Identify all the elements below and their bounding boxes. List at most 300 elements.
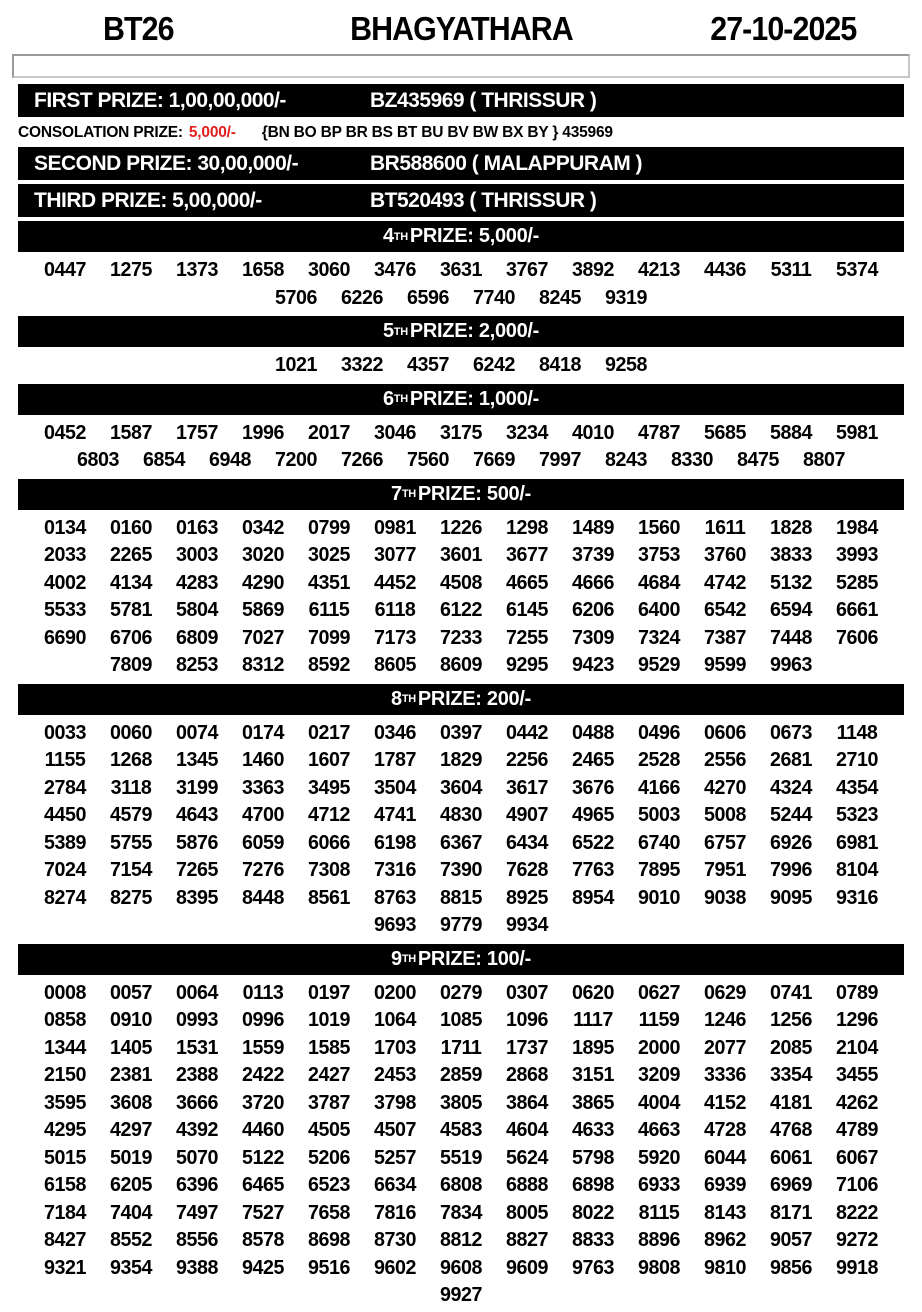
winning-number: 0346 [374, 720, 416, 744]
winning-number: 3608 [110, 1090, 152, 1114]
winning-number: 1117 [573, 1008, 613, 1031]
winning-number: 0910 [110, 1008, 152, 1031]
prize-ordinal: 5 [382, 320, 394, 342]
draw-code: BT26 [103, 10, 174, 47]
winning-number: 6757 [704, 830, 746, 854]
winning-number: 4684 [638, 570, 680, 594]
winning-number: 0447 [44, 258, 86, 281]
winning-number: 8115 [638, 1200, 680, 1224]
winning-number: 6888 [506, 1173, 548, 1196]
winning-number: 9529 [638, 653, 680, 676]
winning-number: 9693 [374, 913, 416, 936]
winning-number: 8275 [110, 885, 152, 909]
winning-number: 0057 [110, 980, 152, 1004]
winning-number: 9316 [836, 885, 878, 909]
winning-number: 3060 [308, 258, 350, 281]
winning-number: 3787 [308, 1090, 350, 1114]
winning-number: 5781 [110, 598, 152, 621]
winning-number: 2556 [704, 748, 746, 771]
winning-number: 8243 [605, 448, 647, 471]
winning-number: 8698 [308, 1228, 350, 1251]
winning-number: 8561 [308, 885, 350, 909]
winning-number: 0060 [110, 720, 152, 744]
winning-number: 5876 [176, 830, 218, 854]
winning-number: 4213 [638, 258, 680, 281]
winning-number: 0996 [242, 1008, 284, 1031]
winning-number: 6523 [308, 1173, 350, 1196]
winning-number: 4604 [506, 1118, 548, 1141]
winning-number: 3601 [440, 543, 482, 566]
winning-number: 4392 [176, 1118, 218, 1141]
winning-number: 8827 [506, 1228, 548, 1251]
winning-number: 1298 [506, 515, 548, 539]
prize-numbers-grid [0, 717, 922, 942]
winning-number: 5122 [242, 1145, 284, 1169]
winning-number: 0174 [242, 720, 284, 744]
prize-ordinal: 9 [390, 947, 402, 970]
winning-number: 6939 [704, 1173, 746, 1196]
winning-number: 6854 [143, 448, 185, 471]
winning-number: 4351 [308, 570, 350, 594]
winning-number: 5624 [506, 1145, 548, 1169]
winning-number: 8552 [110, 1228, 152, 1251]
winning-number: 7184 [44, 1200, 86, 1224]
winning-number: 3209 [638, 1063, 680, 1086]
prize-ordinal: 4 [382, 225, 394, 247]
winning-number: 6809 [176, 625, 218, 649]
winning-number: 9856 [770, 1255, 812, 1279]
winning-number: 3175 [440, 420, 482, 444]
winning-number: 1096 [506, 1008, 548, 1031]
winning-number: 3631 [440, 258, 482, 281]
winning-number: 4452 [374, 570, 416, 594]
winning-number: 3455 [836, 1063, 878, 1086]
winning-number: 7316 [374, 858, 416, 881]
winning-number: 8812 [440, 1228, 482, 1251]
winning-number: 6740 [638, 830, 680, 854]
winning-number: 5920 [638, 1145, 680, 1169]
winning-number: 4450 [44, 803, 86, 826]
winning-number: 1984 [836, 515, 878, 539]
winning-number: 0163 [176, 515, 218, 539]
winning-number: 5374 [836, 258, 878, 281]
title-row [0, 6, 922, 54]
winning-number: 4283 [176, 570, 218, 594]
winning-number: 0160 [110, 515, 152, 539]
winning-number: 6542 [704, 598, 746, 621]
winning-number: 0741 [770, 980, 812, 1004]
prize-section-header: 9 TH PRIZE: 100/- [18, 944, 904, 975]
winning-number: 6367 [440, 830, 482, 854]
winning-number: 7816 [374, 1200, 416, 1224]
winning-number: 6808 [440, 1173, 482, 1196]
winning-number: 9808 [638, 1255, 680, 1279]
winning-number: 7669 [473, 448, 515, 471]
winning-number: 5755 [110, 830, 152, 854]
third-prize-bar [18, 184, 904, 217]
winning-number: 3798 [374, 1090, 416, 1114]
winning-number: 1159 [638, 1008, 680, 1031]
prize-section-header: 4 TH PRIZE: 5,000/- [18, 221, 904, 252]
winning-number: 1489 [572, 515, 614, 539]
first-prize-winner: BZ435969 ( THRISSUR ) [370, 88, 597, 112]
winning-number: 0799 [308, 515, 350, 539]
winning-number: 4663 [638, 1118, 680, 1141]
winning-number: 4270 [704, 775, 746, 799]
winning-number: 1829 [440, 748, 482, 771]
winning-number: 6059 [242, 830, 284, 854]
winning-number: 8022 [572, 1200, 614, 1224]
winning-number: 7200 [275, 448, 317, 471]
winning-number: 4768 [770, 1118, 812, 1141]
winning-number: 6206 [572, 598, 614, 621]
winning-number: 8833 [572, 1228, 614, 1251]
winning-number: 3676 [572, 775, 614, 799]
winning-number: 0858 [44, 1008, 86, 1031]
winning-number: 1787 [374, 748, 416, 771]
winning-number: 3495 [308, 775, 350, 799]
winning-number: 3805 [440, 1090, 482, 1114]
winning-number: 5311 [770, 258, 812, 281]
winning-number: 3864 [506, 1090, 548, 1114]
winning-number: 8730 [374, 1228, 416, 1251]
winning-number: 8609 [440, 653, 482, 676]
winning-number: 7606 [836, 625, 878, 649]
winning-number: 4354 [836, 775, 878, 799]
winning-number: 1226 [440, 515, 482, 539]
winning-number: 0981 [374, 515, 416, 539]
winning-number: 7834 [440, 1200, 482, 1224]
winning-number: 2381 [110, 1063, 152, 1086]
winning-number: 8253 [176, 653, 218, 676]
prize-section-header: 6 TH PRIZE: 1,000/- [18, 384, 904, 415]
winning-number: 6396 [176, 1173, 218, 1196]
winning-number: 5981 [836, 420, 878, 444]
prize-amount-label: PRIZE: 5,000/- [409, 225, 540, 247]
winning-number: 8962 [704, 1228, 746, 1251]
winning-number: 8312 [242, 653, 284, 676]
winning-number: 6066 [308, 830, 350, 854]
winning-number: 3199 [176, 775, 218, 799]
winning-number: 6522 [572, 830, 614, 854]
winning-number: 4152 [704, 1090, 746, 1114]
prize-numbers-grid [0, 254, 922, 314]
third-prize-label: THIRD PRIZE: 5,00,000/- [34, 188, 262, 212]
winning-number: 3003 [176, 543, 218, 566]
winning-number: 1296 [836, 1008, 878, 1031]
winning-number: 9095 [770, 885, 812, 909]
winning-number: 1021 [275, 353, 317, 376]
winning-number: 4181 [770, 1090, 812, 1114]
winning-number: 6400 [638, 598, 680, 621]
winning-number: 3046 [374, 420, 416, 444]
winning-number: 3753 [638, 543, 680, 566]
winning-number: 6115 [308, 598, 350, 621]
winning-number: 0488 [572, 720, 614, 744]
winning-number: 3118 [110, 775, 152, 799]
winning-number: 2388 [176, 1063, 218, 1086]
winning-number: 1344 [44, 1035, 86, 1059]
winning-number: 5206 [308, 1145, 350, 1169]
winning-number: 9963 [770, 653, 812, 676]
winning-number: 2859 [440, 1063, 482, 1086]
winning-number: 6690 [44, 625, 86, 649]
winning-number: 4460 [242, 1118, 284, 1141]
winning-number: 0134 [44, 515, 86, 539]
winning-number: 8815 [440, 885, 482, 909]
winning-number: 3151 [572, 1063, 614, 1086]
winning-number: 0197 [308, 980, 350, 1004]
winning-number: 7024 [44, 858, 86, 881]
winning-number: 8925 [506, 885, 548, 909]
winning-number: 4965 [572, 803, 614, 826]
winning-number: 3617 [506, 775, 548, 799]
winning-number: 0342 [242, 515, 284, 539]
winning-number: 2256 [506, 748, 548, 771]
winning-number: 1373 [176, 258, 218, 281]
winning-number: 5804 [176, 598, 218, 621]
winning-number: 0442 [506, 720, 548, 744]
winning-number: 7951 [704, 858, 746, 881]
winning-number: 5008 [704, 803, 746, 826]
winning-number: 3739 [572, 543, 614, 566]
winning-number: 7265 [176, 858, 218, 881]
winning-number: 2868 [506, 1063, 548, 1086]
winning-number: 8222 [836, 1200, 878, 1224]
winning-number: 9599 [704, 653, 746, 676]
winning-number: 1703 [374, 1035, 416, 1059]
winning-number: 3077 [374, 543, 416, 566]
winning-number: 9602 [374, 1255, 416, 1279]
winning-number: 1064 [374, 1008, 416, 1031]
winning-number: 6898 [572, 1173, 614, 1196]
first-prize-label: FIRST PRIZE: 1,00,00,000/- [34, 88, 286, 112]
winning-number: 7390 [440, 858, 482, 881]
winning-number: 5519 [440, 1145, 482, 1169]
second-prize-bar [18, 147, 904, 180]
winning-number: 2681 [770, 748, 812, 771]
winning-number: 8395 [176, 885, 218, 909]
prize-amount-label: PRIZE: 100/- [417, 947, 531, 970]
winning-number: 5685 [704, 420, 746, 444]
winning-number: 4665 [506, 570, 548, 594]
winning-number: 4357 [407, 353, 449, 376]
winning-number: 2085 [770, 1035, 812, 1059]
winning-number: 6205 [110, 1173, 152, 1196]
winning-number: 0113 [242, 980, 284, 1004]
winning-number: 2150 [44, 1063, 86, 1086]
winning-number: 5015 [44, 1145, 86, 1169]
winning-number: 7106 [836, 1173, 878, 1196]
winning-number: 7527 [242, 1200, 284, 1224]
winning-number: 0993 [176, 1008, 218, 1031]
winning-number: 1405 [110, 1035, 152, 1059]
winning-number: 8427 [44, 1228, 86, 1251]
winning-number: 7997 [539, 448, 581, 471]
prize-numbers-grid [0, 349, 922, 382]
winning-number: 5070 [176, 1145, 218, 1169]
winning-number: 6661 [836, 598, 878, 621]
winning-number: 9810 [704, 1255, 746, 1279]
prize-sections [0, 221, 922, 1312]
winning-number: 6061 [770, 1145, 812, 1169]
consolation-label: CONSOLATION PRIZE: [18, 124, 183, 141]
winning-number: 4290 [242, 570, 284, 594]
winning-number: 9038 [704, 885, 746, 909]
winning-number: 7255 [506, 625, 548, 649]
winning-number: 5798 [572, 1145, 614, 1169]
winning-number: 8143 [704, 1200, 746, 1224]
winning-number: 6933 [638, 1173, 680, 1196]
winning-number: 4508 [440, 570, 482, 594]
winning-number: 2422 [242, 1063, 284, 1086]
winning-number: 9609 [506, 1255, 548, 1279]
winning-number: 9319 [605, 285, 647, 309]
winning-number: 2465 [572, 748, 614, 771]
winning-number: 6596 [407, 285, 449, 309]
winning-number: 1560 [638, 515, 680, 539]
winning-number: 4505 [308, 1118, 350, 1141]
winning-number: 9934 [506, 913, 548, 936]
winning-number: 8475 [737, 448, 779, 471]
winning-number: 3025 [308, 543, 350, 566]
winning-number: 3767 [506, 258, 548, 281]
winning-number: 8578 [242, 1228, 284, 1251]
winning-number: 4297 [110, 1118, 152, 1141]
winning-number: 8005 [506, 1200, 548, 1224]
winning-number: 4436 [704, 258, 746, 281]
winning-number: 9918 [836, 1255, 878, 1279]
winning-number: 3993 [836, 543, 878, 566]
winning-number: 8171 [770, 1200, 812, 1224]
winning-number: 1085 [440, 1008, 482, 1031]
winning-number: 0200 [374, 980, 416, 1004]
winning-number: 0307 [506, 980, 548, 1004]
winning-number: 4712 [308, 803, 350, 826]
winning-number: 7276 [242, 858, 284, 881]
winning-number: 2104 [836, 1035, 878, 1059]
winning-number: 2784 [44, 775, 86, 799]
winning-number: 0496 [638, 720, 680, 744]
winning-number: 7309 [572, 625, 614, 649]
winning-number: 0217 [308, 720, 350, 744]
winning-number: 4789 [836, 1118, 878, 1141]
winning-number: 8605 [374, 653, 416, 676]
winning-number: 1658 [242, 258, 284, 281]
winning-number: 5706 [275, 285, 317, 309]
winning-number: 4134 [110, 570, 152, 594]
winning-number: 8954 [572, 885, 614, 909]
winning-number: 4666 [572, 570, 614, 594]
winning-number: 6948 [209, 448, 251, 471]
winning-number: 1268 [110, 748, 152, 771]
winning-number: 6926 [770, 830, 812, 854]
winning-number: 6067 [836, 1145, 878, 1169]
winning-number: 8556 [176, 1228, 218, 1251]
winning-number: 7448 [770, 625, 812, 649]
winning-number: 7387 [704, 625, 746, 649]
winning-number: 8245 [539, 285, 581, 309]
winning-number: 7628 [506, 858, 548, 881]
winning-number: 1155 [44, 748, 86, 771]
winning-number: 4507 [374, 1118, 416, 1141]
winning-number: 0033 [44, 720, 86, 744]
winning-number: 7324 [638, 625, 680, 649]
winning-number: 1246 [704, 1008, 746, 1031]
winning-number: 8592 [308, 653, 350, 676]
winning-number: 3666 [176, 1090, 218, 1114]
winning-number: 8807 [803, 448, 845, 471]
consolation-series: {BN BO BP BR BS BT BU BV BW BX BY } 435969 [261, 124, 613, 141]
winning-number: 7996 [770, 858, 812, 881]
winning-number: 1587 [110, 420, 152, 444]
winning-number: 6706 [110, 625, 152, 649]
second-prize-label: SECOND PRIZE: 30,00,000/- [34, 151, 299, 175]
winning-number: 3336 [704, 1063, 746, 1086]
winning-number: 4830 [440, 803, 482, 826]
winning-number: 7266 [341, 448, 383, 471]
winning-number: 9295 [506, 653, 548, 676]
winning-number: 9010 [638, 885, 680, 909]
winning-number: 4010 [572, 420, 614, 444]
winning-number: 6242 [473, 353, 515, 376]
winning-number: 3363 [242, 775, 284, 799]
consolation-amount: 5,000/- [188, 124, 236, 141]
winning-number: 6434 [506, 830, 548, 854]
draw-date: 27-10-2025 [710, 10, 857, 47]
prize-section-header: 8 TH PRIZE: 200/- [18, 684, 904, 715]
winning-number: 6981 [836, 830, 878, 854]
winning-number: 4700 [242, 803, 284, 826]
winning-number: 7763 [572, 858, 614, 881]
winning-number: 0397 [440, 720, 482, 744]
winning-number: 9272 [836, 1228, 878, 1251]
winning-number: 2453 [374, 1063, 416, 1086]
winning-number: 4295 [44, 1118, 86, 1141]
prize-section-header: 7 TH PRIZE: 500/- [18, 479, 904, 510]
winning-number: 1148 [836, 720, 878, 744]
winning-number: 5019 [110, 1145, 152, 1169]
winning-number: 5132 [770, 570, 812, 594]
winning-number: 6122 [440, 598, 482, 621]
winning-number: 4742 [704, 570, 746, 594]
winning-number: 9425 [242, 1255, 284, 1279]
winning-number: 2427 [308, 1063, 350, 1086]
winning-number: 9779 [440, 913, 482, 936]
winning-number: 1256 [770, 1008, 812, 1031]
winning-number: 6044 [704, 1145, 746, 1169]
winning-number: 1996 [242, 420, 284, 444]
prize-amount-label: PRIZE: 500/- [417, 482, 531, 505]
winning-number: 2033 [44, 543, 86, 566]
winning-number: 6198 [374, 830, 416, 854]
winning-number: 1757 [176, 420, 218, 444]
winning-number: 9608 [440, 1255, 482, 1279]
ticker-input[interactable] [12, 54, 910, 78]
third-prize-winner: BT520493 ( THRISSUR ) [370, 188, 597, 212]
winning-number: 3595 [44, 1090, 86, 1114]
winning-number: 5869 [242, 598, 284, 621]
winning-number: 4324 [770, 775, 812, 799]
winning-number: 4907 [506, 803, 548, 826]
winning-number: 2000 [638, 1035, 680, 1059]
prize-amount-label: PRIZE: 2,000/- [409, 320, 540, 342]
winning-number: 7027 [242, 625, 284, 649]
winning-number: 0452 [44, 420, 86, 444]
winning-number: 4728 [704, 1118, 746, 1141]
winning-number: 9423 [572, 653, 614, 676]
winning-number: 3720 [242, 1090, 284, 1114]
